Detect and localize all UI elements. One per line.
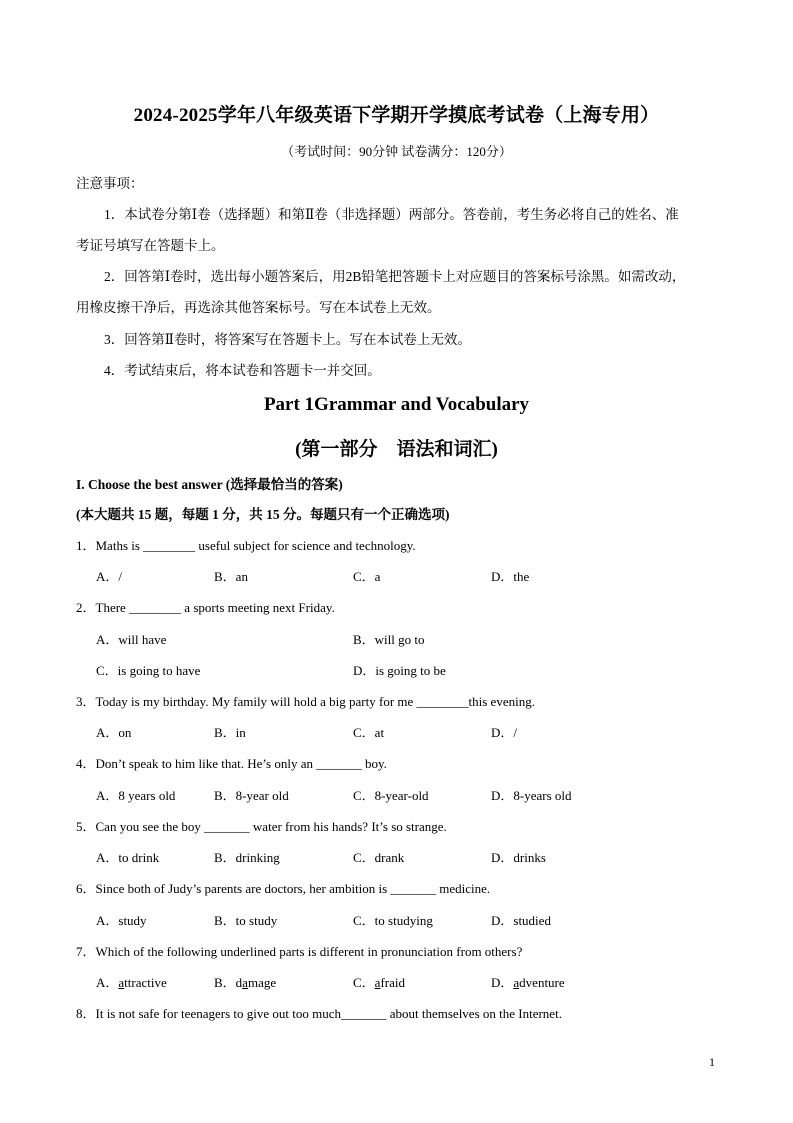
- q3-option-b: B．in: [214, 725, 246, 740]
- question-5-stem: 5．Can you see the boy _______ water from his hands? It’s so strange.: [76, 819, 447, 834]
- question-7-stem: 7．Which of the following underlined parts is different in pronunciation from others?: [76, 944, 523, 959]
- q5-option-a: A．to drink: [96, 850, 160, 865]
- q1-option-b: B．an: [214, 569, 248, 584]
- q5-option-c: C．drank: [353, 850, 405, 865]
- section-heading: I. Choose the best answer (选择最恰当的答案): [76, 477, 343, 492]
- question-2-stem: 2．There ________ a sports meeting next Friday.: [76, 600, 335, 615]
- section-instructions: (本大题共 15 题，每题 1 分，共 15 分。每题只有一个正确选项): [76, 507, 450, 522]
- q6-option-d: D．studied: [491, 913, 551, 928]
- q6-option-a: A．study: [96, 913, 147, 928]
- q7-option-a: A．attractive: [96, 975, 167, 990]
- question-8-stem: 8．It is not safe for teenagers to give out too much_______ about themselves on the Internet.: [76, 1006, 562, 1021]
- q3-option-a: A．on: [96, 725, 132, 740]
- q2-option-d: D．is going to be: [353, 663, 446, 678]
- q4-option-d: D．8-years old: [491, 788, 572, 803]
- q2-option-b: B．will go to: [353, 632, 425, 647]
- q5-option-d: D．drinks: [491, 850, 546, 865]
- q7-option-b: B．damage: [214, 975, 277, 990]
- q1-option-c: C．a: [353, 569, 381, 584]
- q7-option-d: D．adventure: [491, 975, 565, 990]
- notice-item-2-cont: 用橡皮擦干净后，再选涂其他答案标号。写在本试卷上无效。: [76, 300, 441, 315]
- exam-subtitle: （考试时间：90分钟 试卷满分：120分）: [281, 144, 512, 159]
- q4-option-a: A．8 years old: [96, 788, 176, 803]
- question-3-stem: 3．Today is my birthday. My family will hold a big party for me ________this evening.: [76, 694, 535, 709]
- q4-option-c: C．8-year-old: [353, 788, 429, 803]
- notice-item-2: 2．回答第Ⅰ卷时，选出每小题答案后，用2B铅笔把答题卡上对应题目的答案标号涂黑。如需改动，: [104, 269, 686, 284]
- question-1-stem: 1．Maths is ________ useful subject for science and technology.: [76, 538, 416, 553]
- q1-option-d: D．the: [491, 569, 530, 584]
- q6-option-c: C．to studying: [353, 913, 433, 928]
- question-6-stem: 6．Since both of Judy’s parents are doctors, her ambition is _______ medicine.: [76, 881, 491, 896]
- q7-option-c: C．afraid: [353, 975, 405, 990]
- exam-title: 2024-2025学年八年级英语下学期开学摸底考试卷（上海专用）: [133, 105, 660, 126]
- notice-item-3: 3．回答第Ⅱ卷时，将答案写在答题卡上。写在本试卷上无效。: [104, 332, 471, 347]
- page-number: 1: [709, 1055, 715, 1069]
- q2-option-c: C．is going to have: [96, 663, 201, 678]
- q2-option-a: A．will have: [96, 632, 167, 647]
- q3-option-d: D．/: [491, 725, 518, 740]
- part-subtitle: (第一部分 语法和词汇): [295, 439, 498, 460]
- q1-option-a: A．/: [96, 569, 123, 584]
- notice-item-4: 4．考试结束后，将本试卷和答题卡一并交回。: [104, 363, 381, 378]
- notice-heading: 注意事项：: [76, 176, 144, 191]
- q3-option-c: C．at: [353, 725, 385, 740]
- notice-item-1: 1．本试卷分第Ⅰ卷（选择题）和第Ⅱ卷（非选择题）两部分。答卷前，考生务必将自己的姓名、准: [104, 207, 679, 222]
- q6-option-b: B．to study: [214, 913, 278, 928]
- q4-option-b: B．8-year old: [214, 788, 289, 803]
- part-title: Part 1Grammar and Vocabulary: [263, 394, 530, 415]
- notice-item-1-cont: 考证号填写在答题卡上。: [76, 238, 225, 253]
- question-4-stem: 4．Don’t speak to him like that. He’s only an _______ boy.: [76, 756, 387, 771]
- q5-option-b: B．drinking: [214, 850, 280, 865]
